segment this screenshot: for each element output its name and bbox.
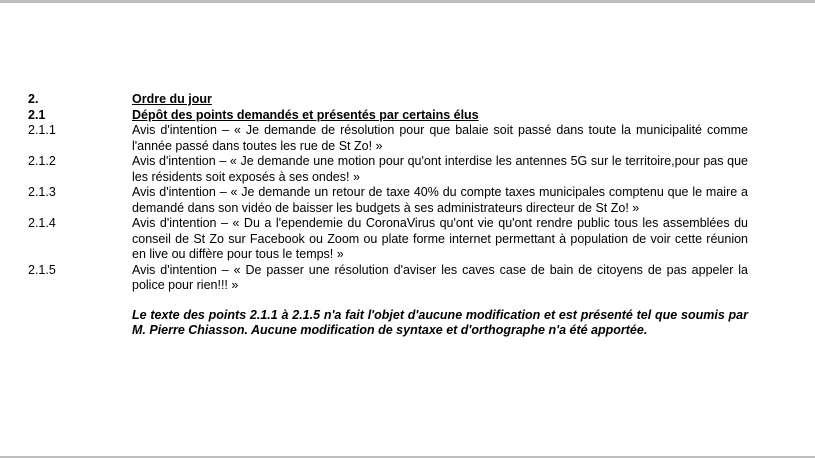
section-heading	[28, 92, 748, 108]
document-body	[28, 92, 748, 339]
editorial-note: Le texte des points 2.1.1 à 2.1.5 n'a fait l'objet d'aucune modification et est présenté tel que soumis par M. Pierre Chiasson. Aucune modification de syntaxe et d'orthographe n'a été apportée.	[132, 307, 748, 337]
agenda-item	[28, 154, 748, 185]
item-text: Avis d'intention – « Je demande un retour de taxe 40% du compte taxes municipales comptenu que le maire a demandé dans son vidéo de baisser les budgets à ses administrateurs directeur de St Zo! »	[132, 185, 748, 215]
agenda-item	[28, 263, 748, 294]
agenda-item	[28, 123, 748, 154]
item-number: 2.1.2	[28, 154, 56, 168]
item-number: 2.1.3	[28, 185, 56, 199]
item-text: Avis d'intention – « Je demande de résolution pour que balaie soit passé dans toute la municipalité comme l'année passé dans toutes les rue de St Zo! »	[132, 123, 748, 153]
item-text: Avis d'intention – « Du a l'ependemie du CoronaVirus qu'ont vie qu'ont rendre public tous les assemblées du conseil de St Zo sur Facebook ou Zoom ou plate forme internet permettant à population de voir cette réunion en live ou diffère pour tous le temps! »	[132, 216, 748, 261]
agenda-item	[28, 216, 748, 263]
subsection-title: Dépôt des points demandés et présentés par certains élus	[132, 107, 479, 122]
top-border	[0, 0, 815, 3]
agenda-item	[28, 185, 748, 216]
item-text: Avis d'intention – « Je demande une motion pour qu'ont interdise les antennes 5G sur le territoire,pour pas que les résidents soit exposés à ses ondes! »	[132, 154, 748, 184]
item-number: 2.1.1	[28, 123, 56, 137]
section-number: 2.	[28, 92, 39, 106]
section-title: Ordre du jour	[132, 92, 212, 106]
subsection-heading	[28, 108, 748, 124]
subsection-number: 2.1	[28, 107, 46, 122]
item-number: 2.1.5	[28, 262, 56, 277]
item-number: 2.1.4	[28, 216, 56, 230]
item-text: Avis d'intention – « De passer une résolution d'aviser les caves case de bain de citoyens de pas appeler la police pour rien!!! »	[132, 262, 748, 292]
